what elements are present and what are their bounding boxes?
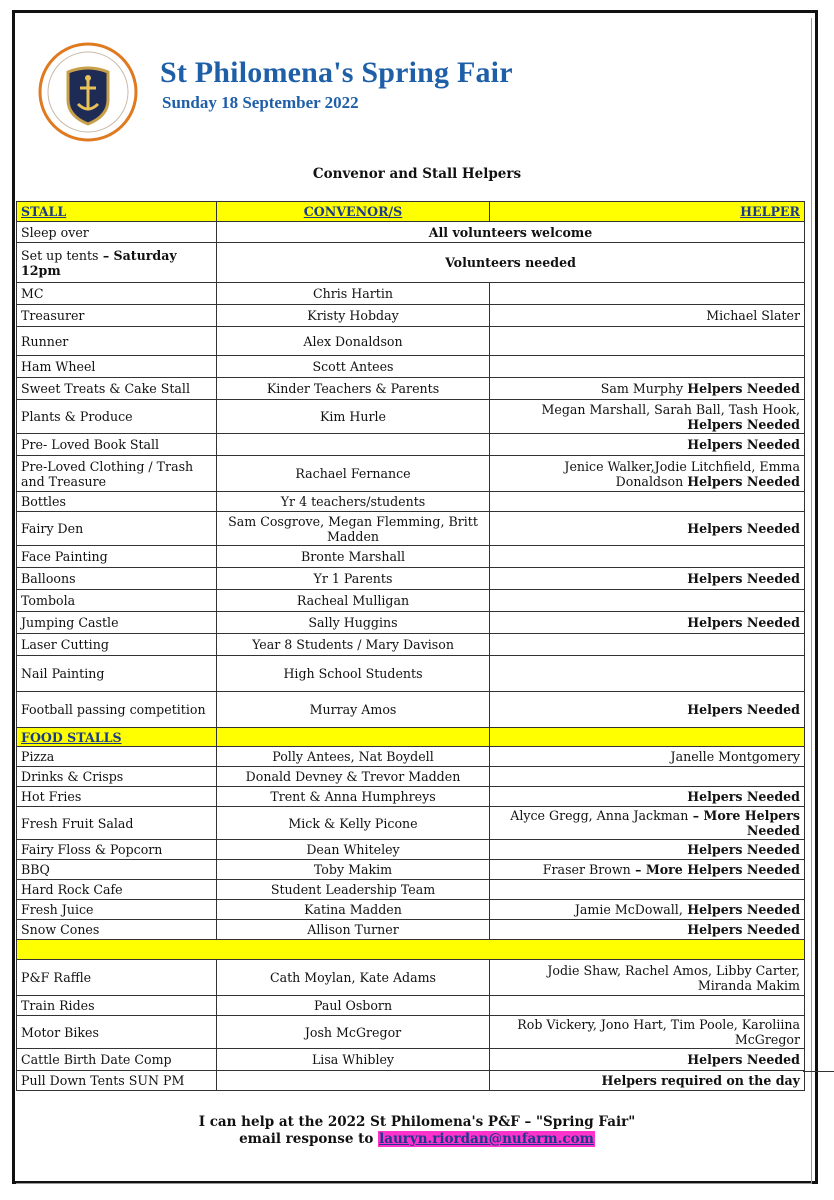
convenor-cell: Dean Whiteley (217, 840, 490, 860)
convenor-cell: Josh McGregor (217, 1016, 490, 1049)
section-heading: Convenor and Stall Helpers (312, 166, 522, 182)
table-cell (217, 728, 490, 747)
helper-cell (490, 960, 805, 996)
stall-name: Jumping Castle (21, 615, 119, 630)
convenor-cell: Paul Osborn (217, 996, 490, 1016)
table-row (17, 492, 805, 512)
table-row (17, 787, 805, 807)
helpers-needed-label: Helpers Needed (687, 1052, 800, 1067)
table-row (17, 747, 805, 767)
table-cell (17, 940, 805, 960)
convenor-cell: Lisa Whibley (217, 1049, 490, 1071)
stall-name: Football passing competition (21, 702, 206, 717)
stall-cell (17, 787, 217, 807)
stall-name: Fresh Juice (21, 902, 94, 917)
food-stalls-heading-row (17, 728, 805, 747)
convenor-cell (217, 434, 490, 456)
table-row (17, 880, 805, 900)
stray-line (803, 1071, 834, 1072)
table-row (17, 434, 805, 456)
stall-cell (17, 568, 217, 590)
food-stalls-heading: FOOD STALLS (17, 728, 217, 747)
stall-name: Fresh Fruit Salad (21, 815, 134, 831)
table-row (17, 327, 805, 356)
convenor-cell: Sally Huggins (217, 612, 490, 634)
convenor-cell: Student Leadership Team (217, 880, 490, 900)
helper-cell (490, 434, 805, 456)
helper-names: Jenice Walker,Jodie Litchfield, Emma Donaldson (564, 458, 800, 489)
helper-cell (490, 840, 805, 860)
helper-cell (490, 283, 805, 305)
helpers-needed-label: – More Helpers Needed (630, 862, 800, 877)
helpers-needed-label: Helpers Needed (687, 381, 800, 396)
helper-cell (490, 568, 805, 590)
table-cell (490, 728, 805, 747)
column-header-helper: HELPER (490, 202, 805, 222)
stall-name: Plants & Produce (21, 409, 133, 424)
helper-cell (490, 612, 805, 634)
stall-name: Hard Rock Cafe (21, 882, 123, 897)
helper-cell (490, 305, 805, 327)
convenor-cell: Kim Hurle (217, 400, 490, 434)
stall-cell (17, 590, 217, 612)
table-row (17, 512, 805, 546)
helpers-needed-label: Helpers required on the day (601, 1073, 800, 1088)
stall-name: Tombola (21, 593, 76, 608)
helpers-needed-label: Helpers Needed (687, 473, 800, 489)
stall-cell (17, 880, 217, 900)
event-date: Sunday 18 September 2022 (162, 93, 359, 112)
helper-cell (490, 1049, 805, 1071)
table-row (17, 656, 805, 692)
stall-name: Pre-Loved Clothing / Trash and Treasure (21, 458, 194, 489)
table-row (17, 222, 805, 243)
page-title: St Philomena's Spring Fair (160, 56, 513, 89)
stall-name: Balloons (21, 571, 76, 586)
stall-cell (17, 807, 217, 840)
helper-names: Fraser Brown (542, 862, 631, 877)
stall-cell (17, 1016, 217, 1049)
helper-cell (490, 1071, 805, 1091)
merged-cell: Volunteers needed (217, 243, 805, 283)
helper-names: Rob Vickery, Jono Hart, Tim Poole, Karoliina McGregor (517, 1017, 800, 1047)
stall-name: Ham Wheel (21, 359, 96, 374)
convenor-cell: Year 8 Students / Mary Davison (217, 634, 490, 656)
helper-names: Michael Slater (706, 308, 800, 323)
table-row (17, 612, 805, 634)
stall-cell (17, 634, 217, 656)
stall-cell (17, 860, 217, 880)
convenor-cell: Alex Donaldson (217, 327, 490, 356)
helper-cell (490, 327, 805, 356)
helper-cell (490, 400, 805, 434)
stall-helpers-table (16, 201, 805, 1091)
stall-cell (17, 960, 217, 996)
merged-cell: All volunteers welcome (217, 222, 805, 243)
convenor-cell: Racheal Mulligan (217, 590, 490, 612)
helpers-needed-label: Helpers Needed (687, 842, 800, 857)
table-row (17, 456, 805, 492)
helpers-needed-label: Helpers Needed (687, 789, 800, 804)
stall-name: MC (21, 286, 44, 301)
table-row (17, 400, 805, 434)
helpers-needed-label: Helpers Needed (687, 702, 800, 717)
stall-name: Hot Fries (21, 789, 82, 804)
table-row (17, 920, 805, 940)
table-row (17, 767, 805, 787)
helpers-needed-label: Helpers Needed (687, 615, 800, 630)
stall-name: Fairy Den (21, 521, 84, 536)
helper-names: Megan Marshall, Sarah Ball, Tash Hook, (541, 401, 800, 417)
table-row (17, 1016, 805, 1049)
convenor-cell (217, 1071, 490, 1091)
stall-name: Nail Painting (21, 666, 105, 681)
convenor-cell: Polly Antees, Nat Boydell (217, 747, 490, 767)
convenor-cell: Trent & Anna Humphreys (217, 787, 490, 807)
table-row (17, 807, 805, 840)
stall-cell (17, 305, 217, 327)
stall-cell (17, 400, 217, 434)
helper-cell (490, 356, 805, 378)
stall-name: Snow Cones (21, 922, 100, 937)
stall-name: P&F Raffle (21, 970, 92, 985)
stall-name: Set up tents (21, 247, 99, 263)
convenor-cell: High School Students (217, 656, 490, 692)
convenor-cell: Yr 1 Parents (217, 568, 490, 590)
stall-note: – Saturday 12pm (21, 247, 177, 278)
table-header-row (17, 202, 805, 222)
stall-cell (17, 492, 217, 512)
stall-cell (17, 546, 217, 568)
stall-name: Pre- Loved Book Stall (21, 437, 160, 452)
helpers-needed-label: Helpers Needed (687, 437, 800, 452)
stall-cell (17, 222, 217, 243)
stall-cell (17, 327, 217, 356)
convenor-cell: Cath Moylan, Kate Adams (217, 960, 490, 996)
stall-cell (17, 767, 217, 787)
stall-name: Sleep over (21, 224, 89, 240)
convenor-cell: Rachael Fernance (217, 456, 490, 492)
convenor-cell: Kristy Hobday (217, 305, 490, 327)
table-row (17, 692, 805, 728)
helper-cell (490, 767, 805, 787)
stall-name: Face Painting (21, 549, 108, 564)
helper-cell (490, 634, 805, 656)
stall-cell (17, 692, 217, 728)
stall-name: BBQ (21, 862, 50, 877)
stall-name: Cattle Birth Date Comp (21, 1052, 172, 1067)
helper-cell (490, 456, 805, 492)
stall-name: Sweet Treats & Cake Stall (21, 381, 190, 396)
helper-cell (490, 590, 805, 612)
stall-name: Runner (21, 333, 69, 349)
convenor-cell: Bronte Marshall (217, 546, 490, 568)
stall-cell (17, 356, 217, 378)
helper-cell (490, 692, 805, 728)
stall-name: Motor Bikes (21, 1024, 99, 1040)
helper-names: Sam Murphy (600, 381, 684, 396)
helper-cell (490, 656, 805, 692)
table-row (17, 960, 805, 996)
column-header-stall: STALL (17, 202, 217, 222)
helper-cell (490, 492, 805, 512)
stall-cell (17, 747, 217, 767)
table-row (17, 305, 805, 327)
stall-name: Treasurer (21, 308, 85, 323)
table-row (17, 840, 805, 860)
stall-cell (17, 900, 217, 920)
stall-cell (17, 996, 217, 1016)
convenor-cell: Katina Madden (217, 900, 490, 920)
helper-cell (490, 1016, 805, 1049)
stall-name: Train Rides (21, 998, 95, 1013)
helpers-needed-label: Helpers Needed (687, 416, 800, 432)
table-row (17, 243, 805, 283)
table-row (17, 378, 805, 400)
email-link[interactable]: lauryn.riordan@nufarm.com (379, 1131, 594, 1147)
highlight-spacer-row (17, 940, 805, 960)
stall-cell (17, 512, 217, 546)
stall-name: Pizza (21, 749, 55, 764)
helpers-needed-label: Helpers Needed (682, 902, 800, 917)
table-row (17, 860, 805, 880)
stall-cell (17, 612, 217, 634)
stall-cell (17, 920, 217, 940)
stall-cell (17, 656, 217, 692)
helper-names: Alyce Gregg, Anna Jackman (510, 808, 689, 823)
stall-name: Drinks & Crisps (21, 769, 124, 784)
stall-cell (17, 434, 217, 456)
helpers-needed-label: Helpers Needed (687, 521, 800, 536)
convenor-cell: Toby Makim (217, 860, 490, 880)
stall-cell (17, 243, 217, 283)
helper-names: Jamie McDowall, (574, 902, 683, 917)
footer-callout: I can help at the 2022 St Philomena's P&F – "Spring Fair" (198, 1114, 636, 1130)
footer-email-line (0, 1131, 834, 1147)
table-row (17, 1049, 805, 1071)
convenor-cell: Donald Devney & Trevor Madden (217, 767, 490, 787)
helper-cell (490, 920, 805, 940)
helper-cell (490, 378, 805, 400)
convenor-cell: Murray Amos (217, 692, 490, 728)
helper-cell (490, 512, 805, 546)
convenor-cell: Yr 4 teachers/students (217, 492, 490, 512)
helper-names: Jodie Shaw, Rachel Amos, Libby Carter, Miranda Makim (547, 962, 800, 993)
helper-cell (490, 880, 805, 900)
convenor-cell: Chris Hartin (217, 283, 490, 305)
stall-cell (17, 840, 217, 860)
stall-cell (17, 456, 217, 492)
helper-names: Janelle Montgomery (670, 749, 800, 764)
convenor-cell: Mick & Kelly Picone (217, 807, 490, 840)
footer-email-prefix: email response to (239, 1131, 379, 1147)
stall-name: Pull Down Tents SUN PM (21, 1073, 185, 1088)
table-row (17, 283, 805, 305)
helper-cell (490, 787, 805, 807)
helper-cell (490, 860, 805, 880)
stall-cell (17, 378, 217, 400)
stall-name: Laser Cutting (21, 637, 109, 652)
helpers-needed-label: Helpers Needed (687, 571, 800, 586)
table-row (17, 568, 805, 590)
school-crest-logo (38, 42, 138, 142)
table-row (17, 356, 805, 378)
helpers-needed-label: Helpers Needed (687, 922, 800, 937)
helper-cell (490, 807, 805, 840)
stall-cell (17, 1049, 217, 1071)
helper-cell (490, 546, 805, 568)
table-row (17, 546, 805, 568)
convenor-cell: Allison Turner (217, 920, 490, 940)
column-header-convenor: CONVENOR/S (217, 202, 490, 222)
table-row (17, 634, 805, 656)
stall-cell (17, 283, 217, 305)
stall-name: Fairy Floss & Popcorn (21, 842, 163, 857)
stall-cell (17, 1071, 217, 1091)
convenor-cell: Kinder Teachers & Parents (217, 378, 490, 400)
table-row (17, 1071, 805, 1091)
convenor-cell: Sam Cosgrove, Megan Flemming, Britt Madden (217, 512, 490, 546)
table-row (17, 900, 805, 920)
table-row (17, 996, 805, 1016)
convenor-cell: Scott Antees (217, 356, 490, 378)
helpers-needed-label: – More Helpers Needed (688, 808, 800, 838)
helper-cell (490, 747, 805, 767)
helper-cell (490, 996, 805, 1016)
table-body (17, 222, 805, 1091)
table-row (17, 590, 805, 612)
stall-name: Bottles (21, 494, 66, 509)
helper-cell (490, 900, 805, 920)
